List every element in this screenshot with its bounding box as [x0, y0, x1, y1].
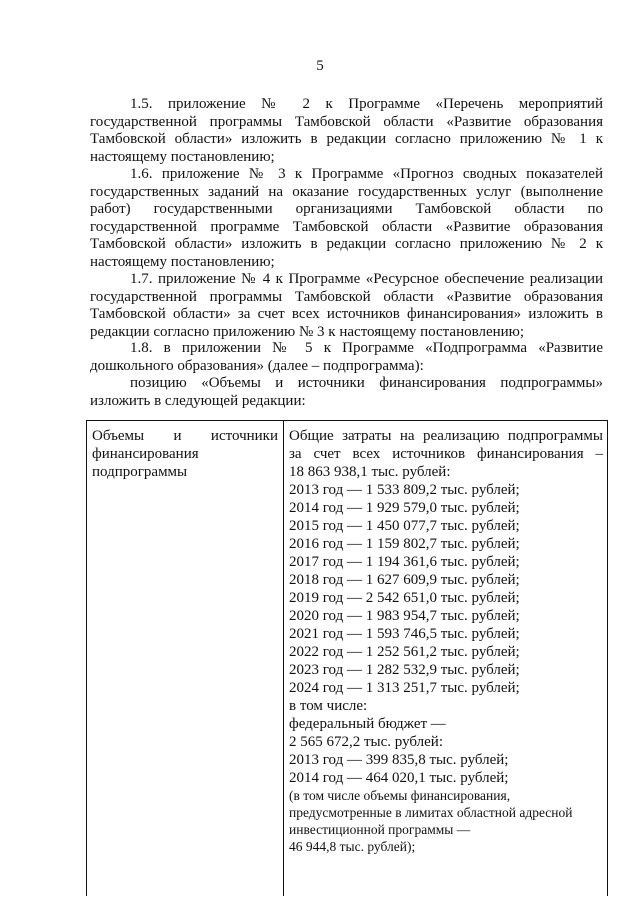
federal-year-row: 2013 год — 399 835,8 тыс. рублей;: [289, 752, 509, 768]
year-row: 2017 год — 1 194 361,6 тыс. рублей;: [289, 554, 520, 570]
federal-label: федеральный бюджет —: [289, 716, 446, 732]
note-line: (в том числе объемы финансирования,: [289, 788, 511, 803]
table-right-cell: [289, 427, 603, 855]
year-row: 2023 год — 1 282 532,9 тыс. рублей;: [289, 662, 520, 678]
paragraph-position: позицию «Объемы и источники финансирования подпрограммы» изложить в следующей редакции:: [90, 375, 603, 409]
paragraph-1-7: 1.7. приложение № 4 к Программе «Ресурсное обеспечение реализации государственной программы Тамбовской области «Развитие образования Тамбовской области» за счет всех источников финансирования» изложить в редакции согласно приложению № 3 к настоящему постановлению;: [90, 271, 603, 340]
note-line: предусмотренные в лимитах областной адресной: [289, 805, 573, 820]
note-line: 46 944,8 тыс. рублей);: [289, 839, 416, 854]
year-row: 2015 год — 1 450 077,7 тыс. рублей;: [289, 518, 520, 534]
column-divider: [283, 421, 284, 896]
year-row: 2014 год — 1 929 579,0 тыс. рублей;: [289, 500, 520, 516]
paragraph-1-8: 1.8. в приложении № 5 к Программе «Подпрограмма «Развитие дошкольного образования» (далее – подпрограмма):: [90, 340, 603, 374]
left-cell-line: финансирования: [92, 446, 199, 462]
intro-line: 18 863 938,1 тыс. рублей:: [289, 464, 451, 480]
left-cell-line: подпрограммы: [92, 464, 188, 480]
left-cell-line: Объемы и источники: [92, 428, 278, 444]
intro-line: за счет всех источников финансирования –: [289, 446, 603, 462]
financing-table: [86, 420, 608, 896]
year-row: 2016 год — 1 159 802,7 тыс. рублей;: [289, 536, 520, 552]
note-line: инвестиционной программы —: [289, 822, 471, 837]
federal-total: 2 565 672,2 тыс. рублей:: [289, 734, 443, 750]
year-row: 2022 год — 1 252 561,2 тыс. рублей;: [289, 644, 520, 660]
federal-year-row: 2014 год — 464 020,1 тыс. рублей;: [289, 770, 509, 786]
year-row: 2021 год — 1 593 746,5 тыс. рублей;: [289, 626, 520, 642]
paragraph-1-6: 1.6. приложение № 3 к Программе «Прогноз сводных показателей государственных заданий на оказание государственных услуг (выполнение работ) государственными организациями Тамбовской области по государственной программе Тамбовской области «Развитие образования Тамбовской области» изложить в редакции согласно приложению № 2 к настоящему постановлению;: [90, 166, 603, 270]
year-row: 2019 год — 2 542 651,0 тыс. рублей;: [289, 590, 520, 606]
year-row: 2013 год — 1 533 809,2 тыс. рублей;: [289, 482, 520, 498]
year-row: 2020 год — 1 983 954,7 тыс. рублей;: [289, 608, 520, 624]
intro-line: Общие затраты на реализацию подпрограммы: [289, 428, 603, 444]
page-number: 5: [316, 58, 324, 74]
paragraph-1-5: 1.5. приложение № 2 к Программе «Перечень мероприятий государственной программы Тамбовской области «Развитие образования Тамбовской области» изложить в редакции согласно приложению № 1 к настоящему постановлению;: [90, 96, 603, 165]
year-row: 2018 год — 1 627 609,9 тыс. рублей;: [289, 572, 520, 588]
table-left-cell: [92, 427, 278, 481]
including-label: в том числе:: [289, 698, 368, 714]
year-row: 2024 год — 1 313 251,7 тыс. рублей;: [289, 680, 520, 696]
